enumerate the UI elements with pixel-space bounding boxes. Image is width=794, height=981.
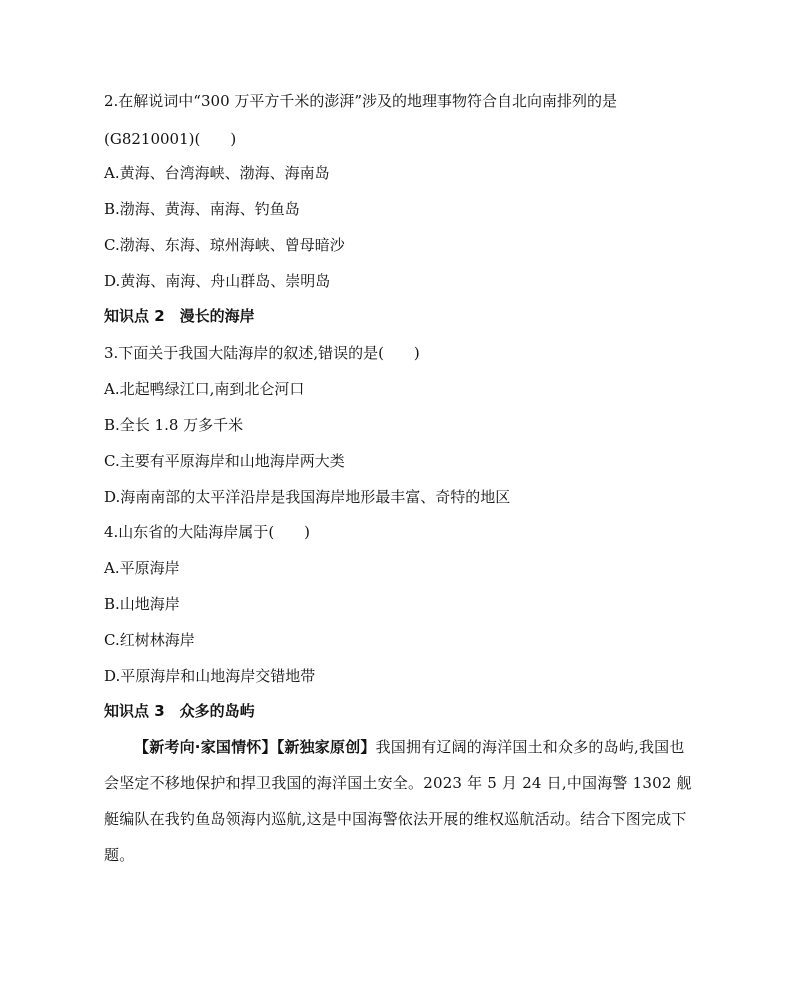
q2-option-a: A.黄海、台湾海峡、渤海、海南岛 xyxy=(104,164,330,182)
tag-original: 【新独家原创】 xyxy=(276,738,376,756)
passage-paragraph xyxy=(104,729,694,873)
q2-stem-line1: 2.在解说词中“300 万平方千米的澎湃”涉及的地理事物符合自北向南排列的是 xyxy=(104,92,618,110)
q4-stem: 4.山东省的大陆海岸属于( ) xyxy=(104,523,311,541)
q4-option-d: D.平原海岸和山地海岸交错地带 xyxy=(104,667,316,685)
passage-text: 我国拥有辽阔的海洋国土和众多的岛屿,我国也会坚定不移地保护和捍卫我国的海洋国土安全。2023 年 5 月 24 日,中国海警 1302 舰艇编队在我钓鱼岛领海内巡航,这是中国海警依法开展的维权巡航活动。结合下图完成下题。 xyxy=(104,738,692,864)
q4-option-c: C.红树林海岸 xyxy=(104,631,195,649)
q4-option-b: B.山地海岸 xyxy=(104,595,180,613)
q3-option-a: A.北起鸭绿江口,南到北仑河口 xyxy=(104,380,305,398)
q2-option-b: B.渤海、黄海、南海、钓鱼岛 xyxy=(104,200,300,218)
q3-option-c: C.主要有平原海岸和山地海岸两大类 xyxy=(104,452,345,470)
q3-option-b: B.全长 1.8 万多千米 xyxy=(104,416,244,434)
q2-option-c: C.渤海、东海、琼州海峡、曾母暗沙 xyxy=(104,236,345,254)
section-3-title: 知识点 3 众多的岛屿 xyxy=(104,702,255,720)
section-2-title: 知识点 2 漫长的海岸 xyxy=(104,307,255,325)
q3-option-d: D.海南南部的太平洋沿岸是我国海岸地形最丰富、奇特的地区 xyxy=(104,488,511,506)
tag-new-direction: 【新考向·家国情怀】 xyxy=(134,738,277,756)
q4-option-a: A.平原海岸 xyxy=(104,559,180,577)
q2-option-d: D.黄海、南海、舟山群岛、崇明岛 xyxy=(104,272,331,290)
q3-stem: 3.下面关于我国大陆海岸的叙述,错误的是( ) xyxy=(104,344,420,362)
q2-stem-line2: (G8210001)( ) xyxy=(104,130,237,148)
